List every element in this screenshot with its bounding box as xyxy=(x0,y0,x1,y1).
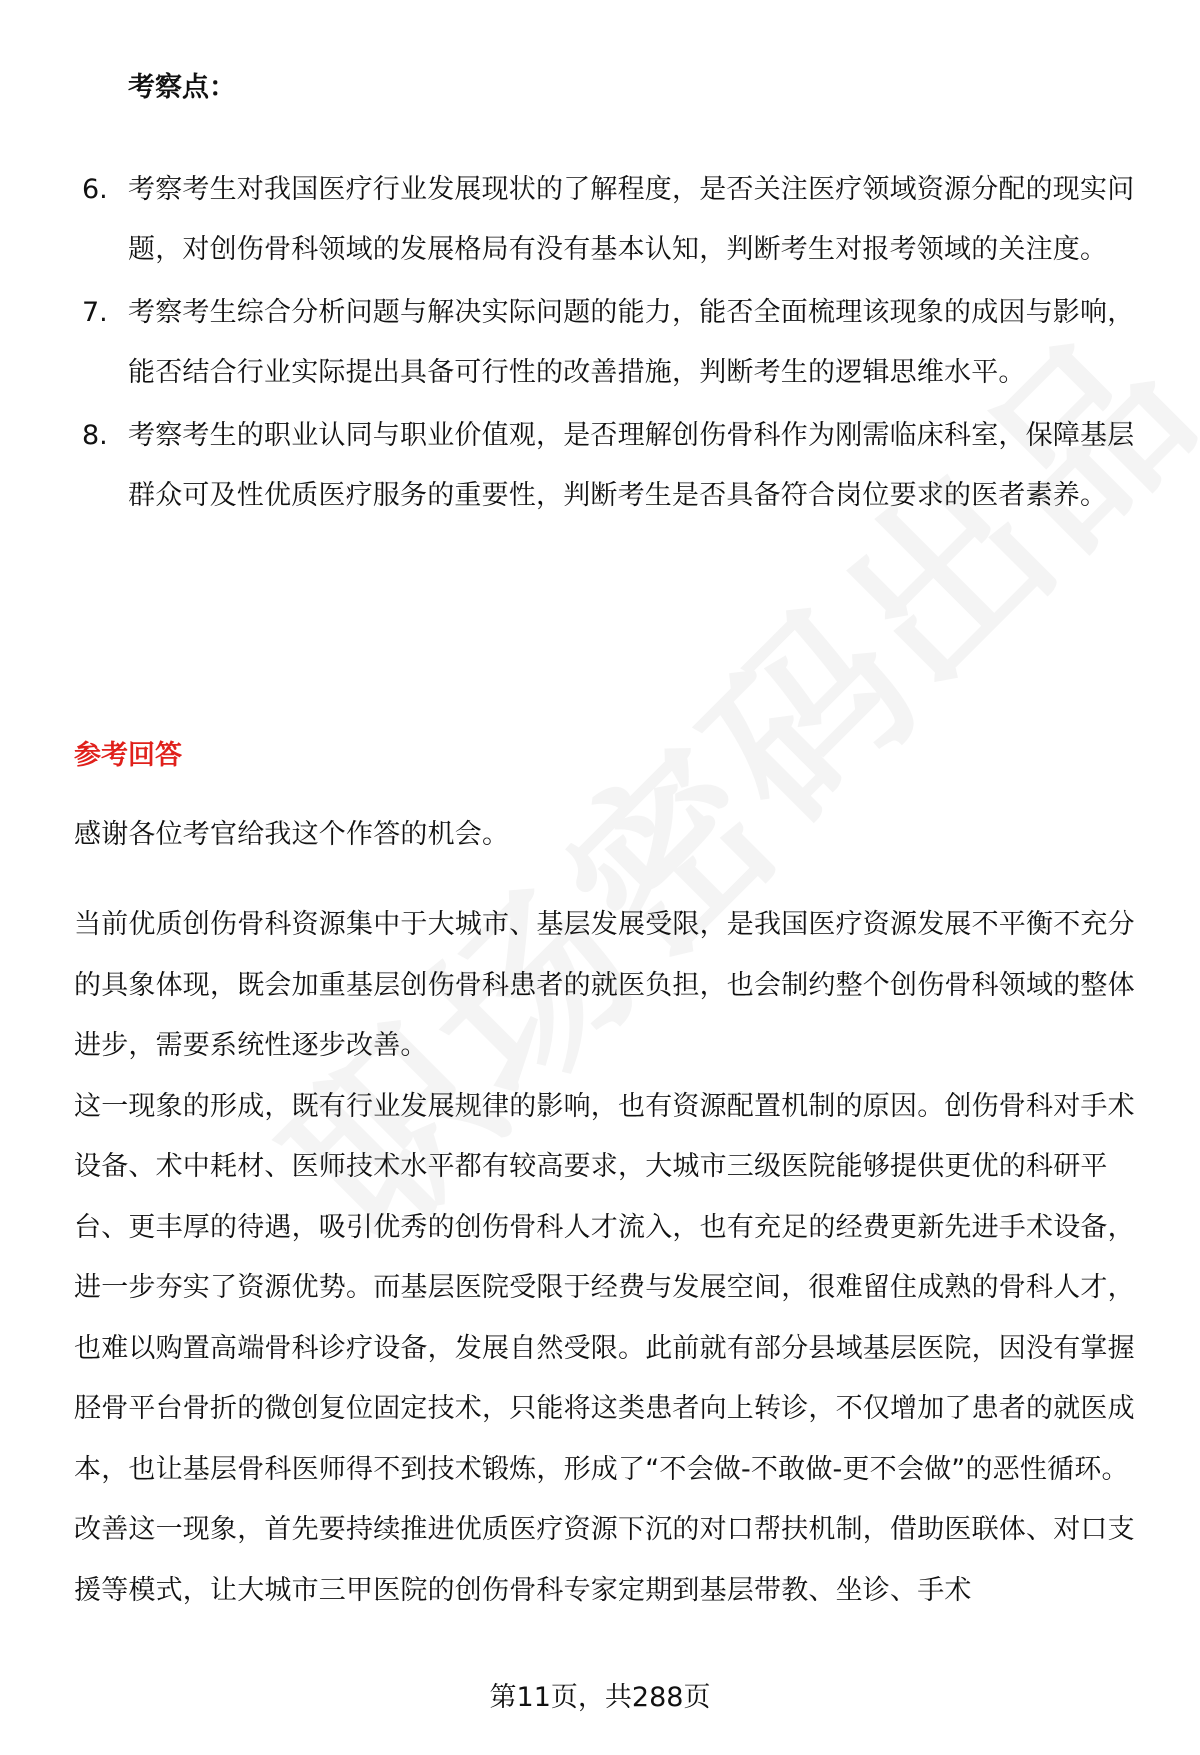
criteria-text: 考察考生的职业认同与职业价值观，是否理解创伤骨科作为刚需临床科室，保障基层群众可及性优质医疗服务的重要性，判断考生是否具备符合岗位要求的医者素养。 xyxy=(128,420,1135,511)
criteria-number: 6. xyxy=(82,174,108,205)
criteria-heading: 考察点： xyxy=(128,72,236,103)
page-footer: 第11页，共288页 xyxy=(489,1682,711,1713)
answer-body xyxy=(74,895,1144,1621)
criteria-item xyxy=(0,160,1200,280)
answer-paragraph: 当前优质创伤骨科资源集中于大城市、基层发展受限，是我国医疗资源发展不平衡不充分的具象体现，既会加重基层创伤骨科患者的就医负担，也会制约整个创伤骨科领域的整体进步，需要系统性逐步改善。 xyxy=(74,909,1135,1061)
criteria-number: 8. xyxy=(82,420,108,451)
answer-paragraph: 改善这一现象，首先要持续推进优质医疗资源下沉的对口帮扶机制，借助医联体、对口支援等模式，让大城市三甲医院的创伤骨科专家定期到基层带教、坐诊、手术 xyxy=(74,1514,1135,1606)
answer-intro: 感谢各位考官给我这个作答的机会。 xyxy=(74,819,510,850)
answer-paragraph: 这一现象的形成，既有行业发展规律的影响，也有资源配置机制的原因。创伤骨科对手术设备、术中耗材、医师技术水平都有较高要求，大城市三级医院能够提供更优的科研平台、更丰厚的待遇，吸引优秀的创伤骨科人才流入，也有充足的经费更新先进手术设备，进一步夯实了资源优势。而基层医院受限于经费与发展空间，很难留住成熟的骨科人才，也难以购置高端骨科诊疗设备，发展自然受限。此前就有部分县域基层医院，因没有掌握胫骨平台骨折的微创复位固定技术，只能将这类患者向上转诊，不仅增加了患者的就医成本，也让基层骨科医师得不到技术锻炼，形成了“不会做-不敢做-更不会做”的恶性循环。 xyxy=(74,1090,1135,1485)
criteria-text: 考察考生对我国医疗行业发展现状的了解程度，是否关注医疗领域资源分配的现实问题，对创伤骨科领域的发展格局有没有基本认知，判断考生对报考领域的关注度。 xyxy=(128,174,1135,265)
criteria-number: 7. xyxy=(82,297,108,328)
criteria-text: 考察考生综合分析问题与解决实际问题的能力，能否全面梳理该现象的成因与影响，能否结合行业实际提出具备可行性的改善措施，判断考生的逻辑思维水平。 xyxy=(128,297,1135,388)
criteria-item xyxy=(0,406,1200,526)
criteria-list xyxy=(0,160,1200,529)
criteria-item xyxy=(0,283,1200,403)
answer-heading: 参考回答 xyxy=(74,740,182,771)
